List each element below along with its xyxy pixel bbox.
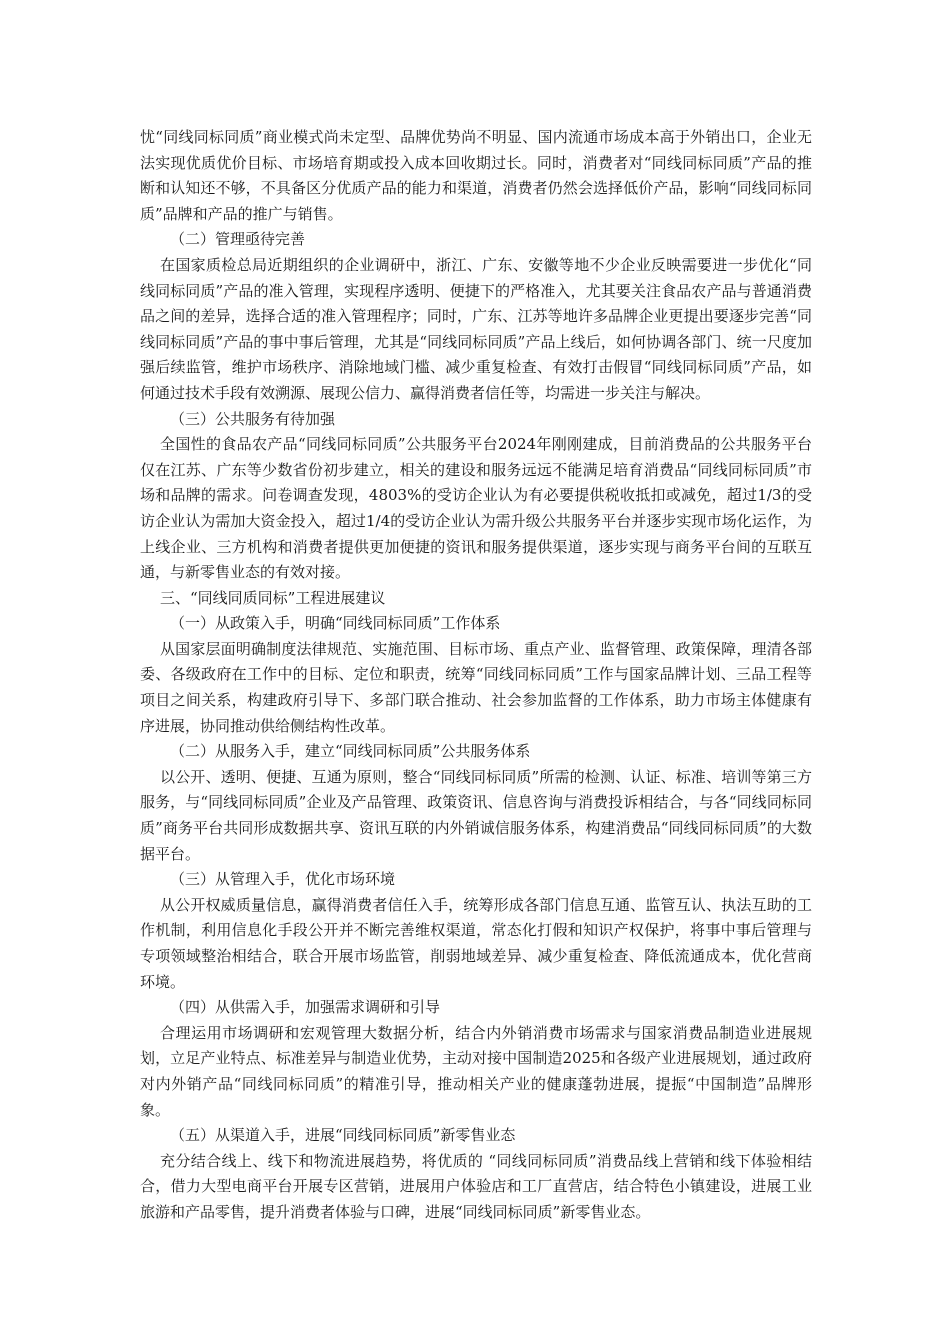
section-heading-policy: （一）从政策入手，明确“同线同标同质”工作体系 xyxy=(170,614,501,633)
document-body xyxy=(140,125,812,1226)
paragraph-channel: 充分结合线上、线下和物流进展趋势，将优质的 “同线同标同质”消费品线上营销和线下体验相结合，借力大型电商平台开展专区营销，进展用户体验店和工厂直营店，结合特色小镇建设，进展工业旅游和产品零售，提升消费者体验与口碑，进展“同线同标同质”新零售业态。 xyxy=(140,1151,812,1221)
section-heading-channel: （五）从渠道入手，进展“同线同标同质”新零售业态 xyxy=(170,1126,516,1145)
paragraph-market: 从公开权威质量信息，赢得消费者信任入手，统筹形成各部门信息互通、监管互认、执法互助的工作机制，利用信息化手段公开并不断完善维权渠道，常态化打假和知识产权保护，将事中事后管理与专项领域整治相结合，联合开展市场监管，削弱地域差异、减少重复检查、降低流通成本，优化营商环境。 xyxy=(140,895,812,991)
section-heading-service: （二）从服务入手，建立“同线同标同质”公共服务体系 xyxy=(170,742,531,761)
paragraph-management: 在国家质检总局近期组织的企业调研中，浙江、广东、安徽等地不少企业反映需要进一步优化“同线同标同质”产品的准入管理，实现程序透明、便捷下的严格准入，尤其要关注食品农产品与普通消费品之间的差异，选择合适的准入管理程序；同时，广东、江苏等地许多品牌企业更提出要逐步完善“同线同标同质”产品的事中事后管理，尤其是“同线同标同质”产品上线后，如何协调各部门、统一尺度加强后续监管，维护市场秩序、消除地域门槛、减少重复检查、有效打击假冒“同线同标同质”产品，如何通过技术手段有效溯源、展现公信力、赢得消费者信任等，均需进一步关注与解决。 xyxy=(140,255,812,402)
section-heading-market: （三）从管理入手，优化市场环境 xyxy=(170,870,396,889)
section-heading-management: （二）管理亟待完善 xyxy=(170,230,306,249)
section-heading-supply-demand: （四）从供需入手，加强需求调研和引导 xyxy=(170,998,441,1017)
section-heading-public-service: （三）公共服务有待加强 xyxy=(170,409,336,428)
paragraph-service: 以公开、透明、便捷、互通为原则，整合“同线同标同质”所需的检测、认证、标准、培训等第三方服务，与“同线同标同质”企业及产品管理、政策资讯、信息咨询与消费投诉相结合，与各“同线同标同质”商务平台共同形成数据共享、资讯互联的内外销诚信服务体系，构建消费品“同线同标同质”的大数据平台。 xyxy=(140,767,812,863)
paragraph-policy: 从国家层面明确制度法律规范、实施范围、目标市场、重点产业、监督管理、政策保障，理清各部委、各级政府在工作中的目标、定位和职责，统筹“同线同标同质”工作与国家品牌计划、三品工程等项目之间关系，构建政府引导下、多部门联合推动、社会参加监督的工作体系，助力市场主体健康有序进展，协同推动供给侧结构性改革。 xyxy=(140,639,812,735)
paragraph-public-service: 全国性的食品农产品“同线同标同质”公共服务平台2024年刚刚建成，目前消费品的公共服务平台仅在江苏、广东等少数省份初步建立，相关的建设和服务远远不能满足培育消费品“同线同标同质”市场和品牌的需求。问卷调查发现，4803%的受访企业认为有必要提供税收抵扣或减免，超过1/3的受访企业认为需加大资金投入，超过1/4的受访企业认为需升级公共服务平台并逐步实现市场化运作，为上线企业、三方机构和消费者提供更加便捷的资讯和服务提供渠道，逐步实现与商务平台间的互联互通，与新零售业态的有效对接。 xyxy=(140,435,812,582)
paragraph-intro-continuation: 忧“同线同标同质”商业模式尚未定型、品牌优势尚不明显、国内流通市场成本高于外销出口，企业无法实现优质优价目标、市场培育期或投入成本回收期过长。同时，消费者对“同线同标同质”产品的推断和认知还不够，不具备区分优质产品的能力和渠道，消费者仍然会选择低价产品，影响“同线同标同质”品牌和产品的推广与销售。 xyxy=(140,128,812,223)
paragraph-supply-demand: 合理运用市场调研和宏观管理大数据分析，结合内外销消费市场需求与国家消费品制造业进展规划，立足产业特点、标准差异与制造业优势，主动对接中国制造2025和各级产业进展规划，通过政府对内外销产品“同线同标同质”的精准引导，推动相关产业的健康蓬勃进展，提振“中国制造”品牌形象。 xyxy=(140,1023,812,1119)
chapter-heading-suggestions: 三、“同线同质同标”工程进展建议 xyxy=(160,588,386,607)
